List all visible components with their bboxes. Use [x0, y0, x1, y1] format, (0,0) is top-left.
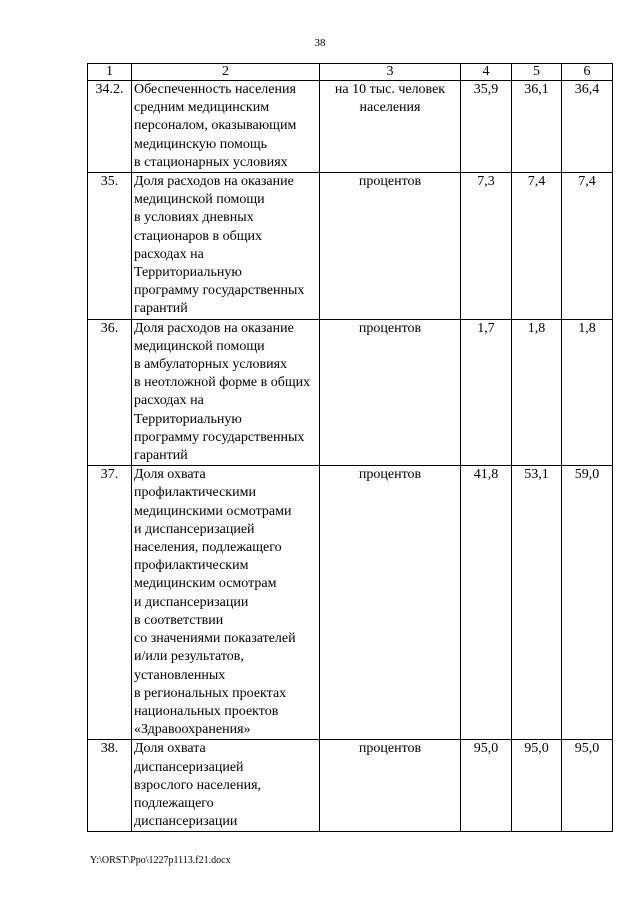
header-cell-5: 5 [512, 64, 562, 81]
row-number: 34.2. [88, 81, 132, 173]
unit-of-measure: процентов [320, 319, 461, 466]
header-cell-4: 4 [461, 64, 512, 81]
value-col-5: 36,1 [512, 81, 562, 173]
unit-of-measure: на 10 тыс. человек населения [320, 81, 461, 173]
value-col-6: 59,0 [562, 466, 613, 740]
indicators-table [87, 63, 613, 832]
value-col-6: 95,0 [562, 740, 613, 832]
table-row [88, 740, 613, 832]
header-cell-6: 6 [562, 64, 613, 81]
indicator-name: Доля расходов на оказание медицинской помощи в условиях дневных стационаров в общих расходах на Территориальную программу государственных гарантий [132, 173, 320, 320]
indicator-name: Обеспеченность населения средним медицинским персоналом, оказывающим медицинскую помощь в стационарных условиях [132, 81, 320, 173]
row-number: 38. [88, 740, 132, 832]
indicator-name: Доля охвата профилактическими медицинскими осмотрами и диспансеризацией населения, подлежащего профилактическим медицинским осмотрам и диспансеризации в соответствии со значениями показателей и/или результатов, установленных в региональных проектах национальных проектов «Здравоохранения» [132, 466, 320, 740]
unit-of-measure: процентов [320, 740, 461, 832]
value-col-5: 53,1 [512, 466, 562, 740]
table-header-row [88, 64, 613, 81]
footer-file-path: Y:\ORST\Ppo\1227p1113.f21.docx [90, 855, 231, 866]
row-number: 36. [88, 319, 132, 466]
header-cell-2: 2 [132, 64, 320, 81]
value-col-6: 7,4 [562, 173, 613, 320]
table-row [88, 466, 613, 740]
unit-of-measure: процентов [320, 466, 461, 740]
page-number: 38 [314, 37, 326, 49]
indicator-name: Доля охвата диспансеризацией взрослого населения, подлежащего диспансеризации [132, 740, 320, 832]
row-number: 37. [88, 466, 132, 740]
value-col-6: 1,8 [562, 319, 613, 466]
value-col-4: 41,8 [461, 466, 512, 740]
value-col-5: 7,4 [512, 173, 562, 320]
value-col-4: 1,7 [461, 319, 512, 466]
value-col-4: 7,3 [461, 173, 512, 320]
header-cell-1: 1 [88, 64, 132, 81]
value-col-5: 1,8 [512, 319, 562, 466]
value-col-4: 35,9 [461, 81, 512, 173]
header-cell-3: 3 [320, 64, 461, 81]
value-col-6: 36,4 [562, 81, 613, 173]
table-row [88, 173, 613, 320]
value-col-5: 95,0 [512, 740, 562, 832]
unit-of-measure: процентов [320, 173, 461, 320]
value-col-4: 95,0 [461, 740, 512, 832]
table-row [88, 319, 613, 466]
row-number: 35. [88, 173, 132, 320]
indicator-name: Доля расходов на оказание медицинской помощи в амбулаторных условиях в неотложной форме в общих расходах на Территориальную программу государственных гарантий [132, 319, 320, 466]
table-row [88, 81, 613, 173]
